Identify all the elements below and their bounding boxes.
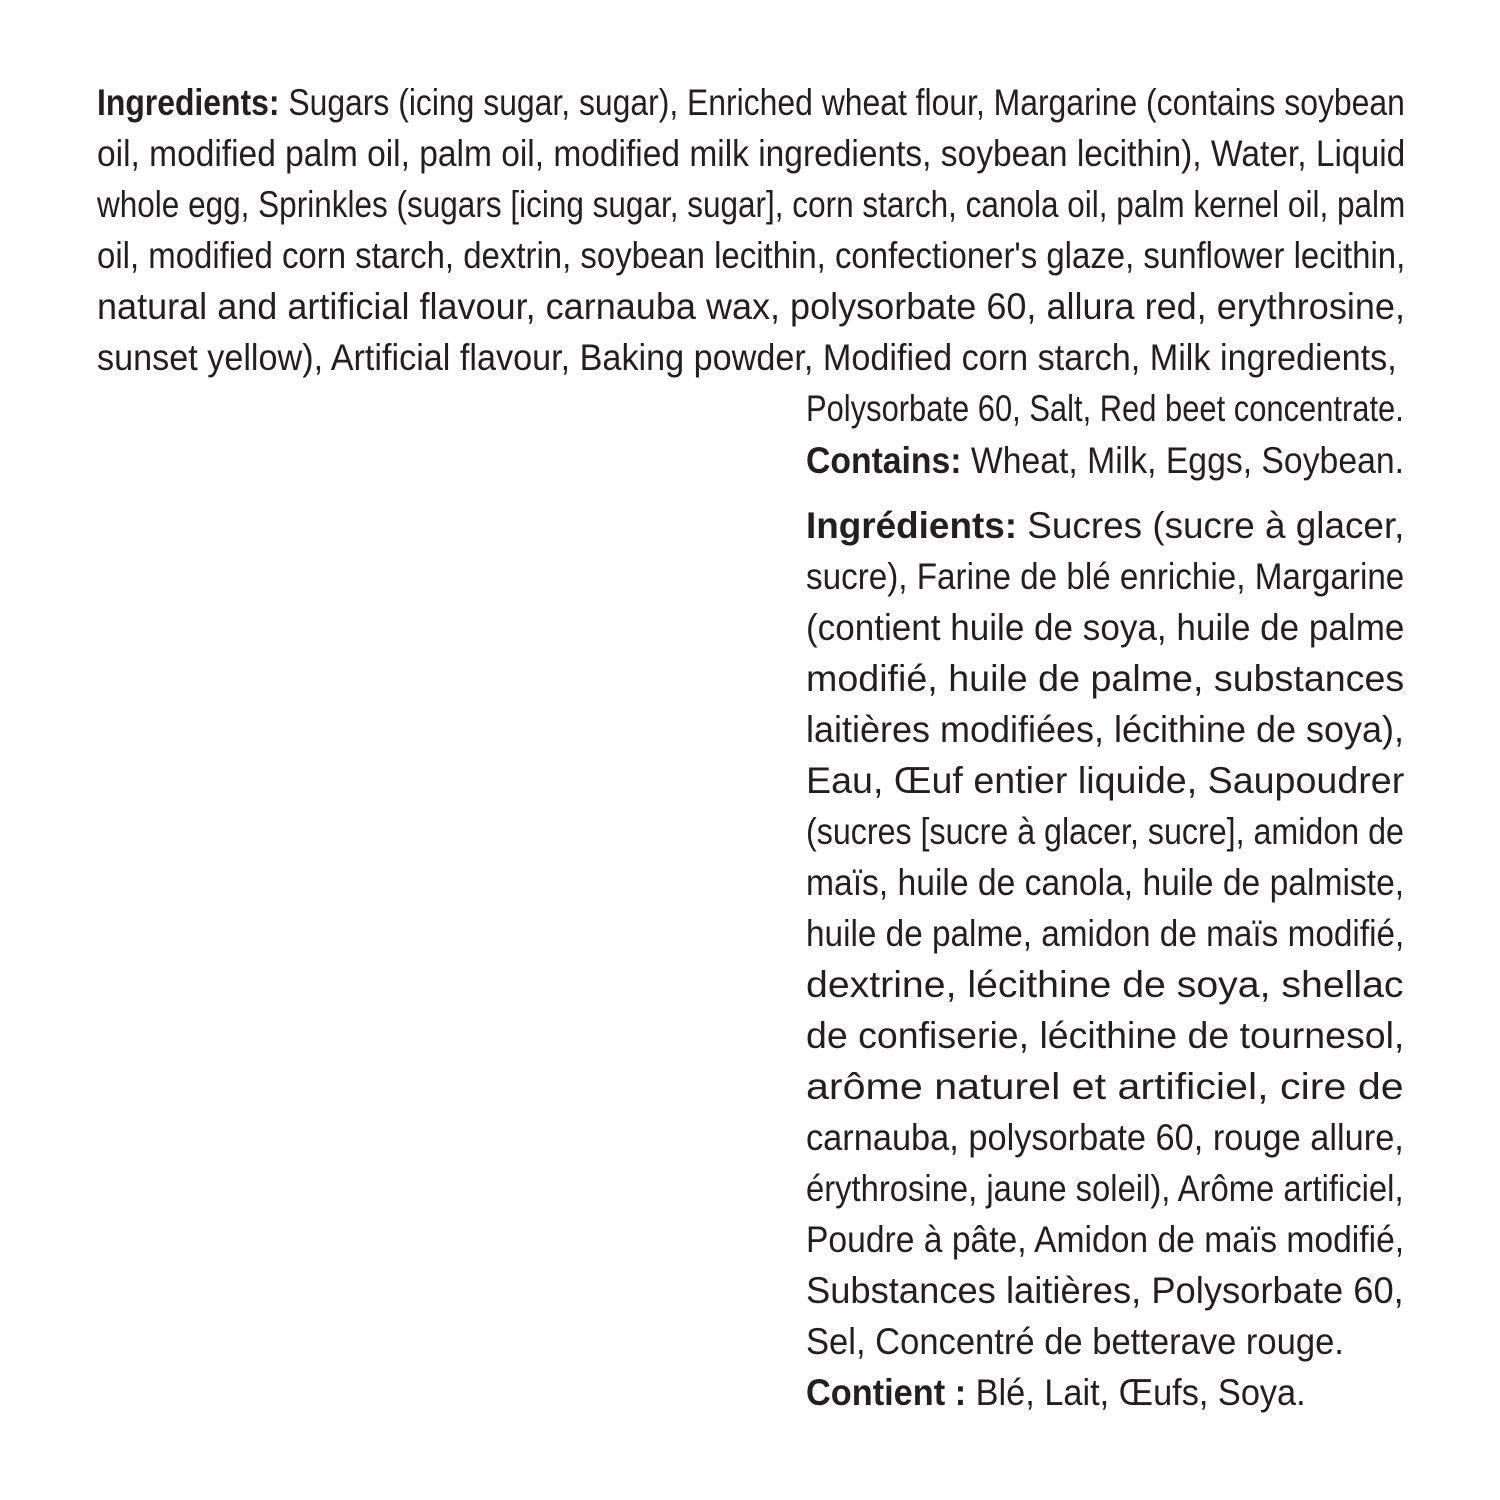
french-ingredients-line: de confiserie, lécithine de tournesol, [806, 1015, 1405, 1056]
english-ingredients-heading: Ingredients: [97, 82, 280, 123]
french-ingredients-line: Substances laitières, Polysorbate 60, [806, 1270, 1404, 1311]
english-ingredients-line: oil, modified corn starch, dextrin, soybean lecithin, confectioner's glaze, sunflower lecithin, [97, 235, 1406, 276]
french-contains-line [806, 1368, 1306, 1418]
english-ingredients-line: whole egg, Sprinkles (sugars [icing sugar, sugar], corn starch, canola oil, palm kernel oil, palm [97, 184, 1406, 225]
french-contains-heading: Contient : [806, 1372, 967, 1413]
french-ingredients-line [806, 501, 1404, 551]
english-contains-line [806, 436, 1404, 486]
french-ingredients-line: sucre), Farine de blé enrichie, Margarine [806, 556, 1405, 597]
english-ingredients-text: Sugars (icing sugar, sugar), Enriched wheat flour, Margarine (contains soybean [279, 82, 1405, 123]
english-contains-text: Wheat, Milk, Eggs, Soybean. [961, 440, 1404, 481]
french-ingredients-line: (sucres [sucre à glacer, sucre], amidon de [806, 811, 1404, 852]
french-ingredients-line: laitières modifiées, lécithine de soya), [806, 709, 1404, 750]
french-ingredients-line: Poudre à pâte, Amidon de maïs modifié, [806, 1219, 1405, 1260]
english-ingredients-line: sunset yellow), Artificial flavour, Baking powder, Modified corn starch, Milk ingredients, [97, 337, 1397, 378]
french-ingredients-line: modifié, huile de palme, substances [806, 658, 1405, 699]
french-ingredients-line: érythrosine, jaune soleil), Arôme artificiel, [806, 1168, 1404, 1209]
english-ingredients-line: Polysorbate 60, Salt, Red beet concentrate. [806, 388, 1404, 429]
french-ingredients-line: Sel, Concentré de betterave rouge. [806, 1321, 1344, 1362]
french-ingredients-line: huile de palme, amidon de maïs modifié, [806, 913, 1405, 954]
english-ingredients-line [97, 78, 1405, 128]
english-contains-heading: Contains: [806, 440, 962, 481]
english-ingredients-line: natural and artificial flavour, carnauba wax, polysorbate 60, allura red, erythrosine, [97, 286, 1405, 327]
english-ingredients-line: oil, modified palm oil, palm oil, modified milk ingredients, soybean lecithin), Water, Liquid [97, 133, 1406, 174]
french-ingredients-line: arôme naturel et artificiel, cire de [806, 1066, 1404, 1107]
french-ingredients-text: Sucres (sucre à glacer, [1017, 505, 1405, 546]
french-ingredients-line: dextrine, lécithine de soya, shellac [806, 964, 1404, 1005]
french-contains-text: Blé, Lait, Œufs, Soya. [966, 1372, 1306, 1413]
french-ingredients-line: (contient huile de soya, huile de palme [806, 607, 1405, 648]
french-ingredients-heading: Ingrédients: [806, 505, 1018, 546]
french-ingredients-line: carnauba, polysorbate 60, rouge allure, [806, 1117, 1404, 1158]
french-ingredients-line: maïs, huile de canola, huile de palmiste, [806, 862, 1405, 903]
french-ingredients-line: Eau, Œuf entier liquide, Saupoudrer [806, 760, 1405, 801]
